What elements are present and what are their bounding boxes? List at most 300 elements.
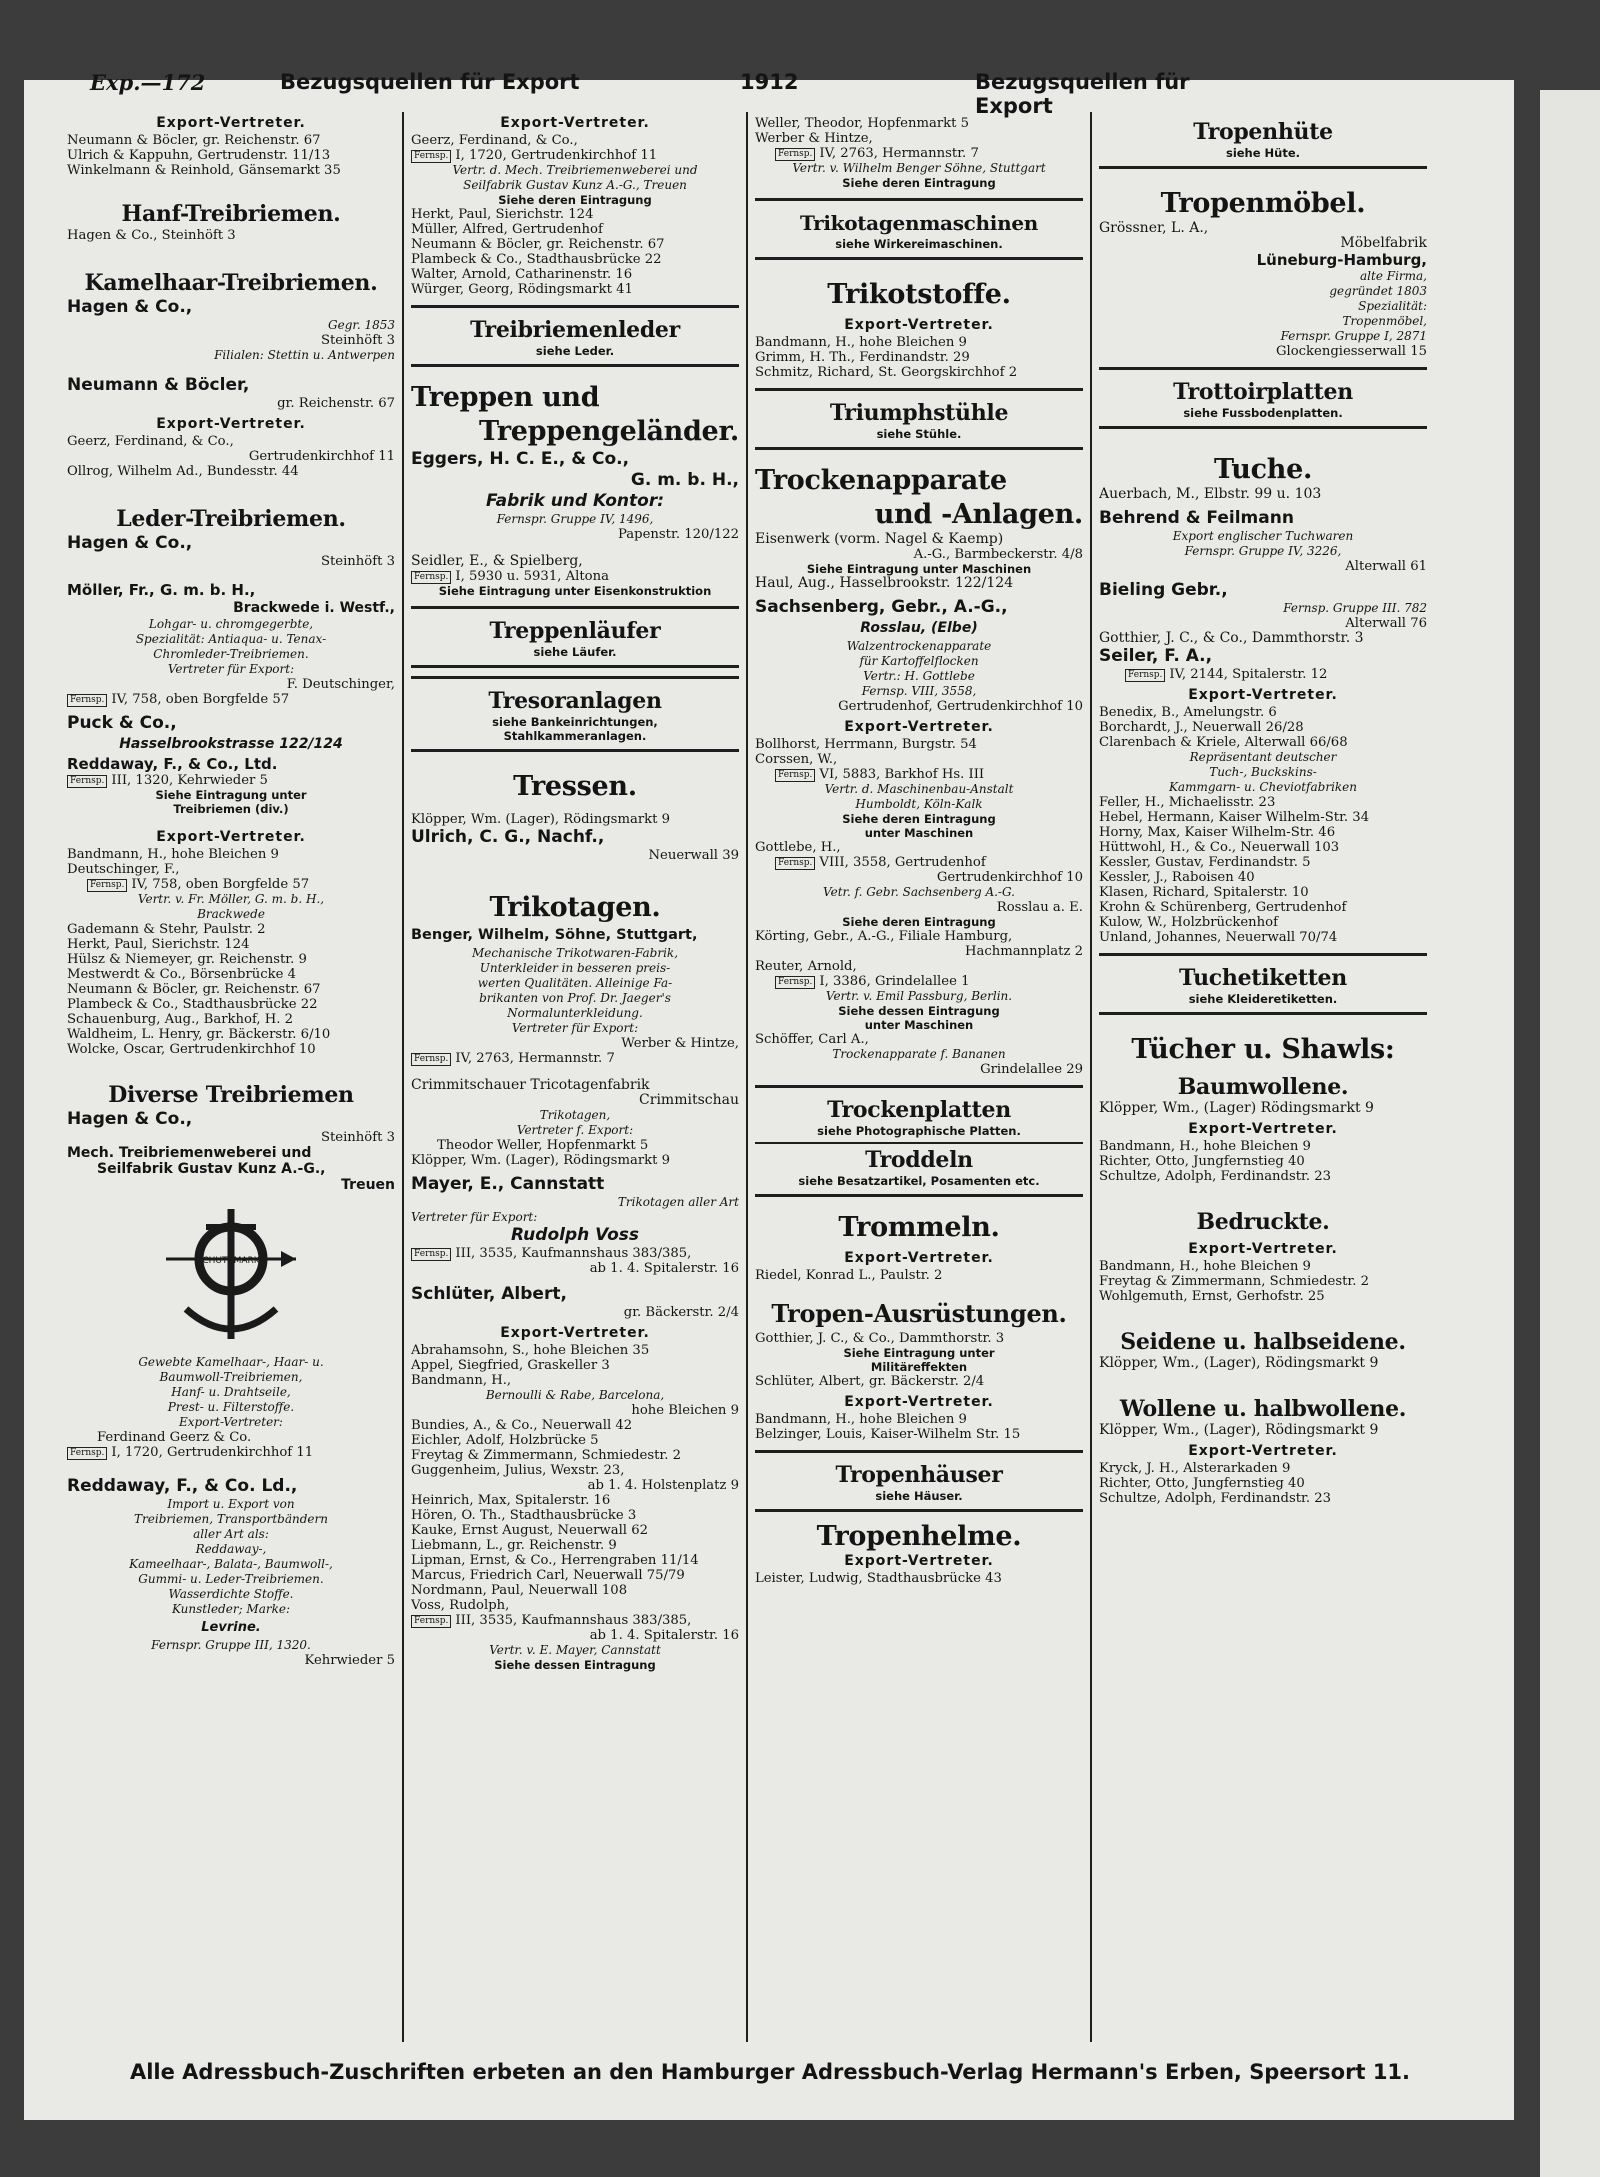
header-year: 1912 [740,70,799,94]
list-item: Horny, Max, Kaiser Wilhelm-Str. 46 [1099,825,1336,840]
list-item: Winkelmann & Reinhold, Gänsemarkt 35 [67,163,341,178]
list-item: Ulrich & Kappuhn, Gertrudenstr. 11/13 [67,148,331,163]
note: Gewebte Kamelhaar-, Haar- u. [138,1355,324,1369]
list-item: Neumann & Böcler, gr. Reichenstr. 67 [411,237,665,252]
see-also: siehe Bankeinrichtungen, [492,715,658,729]
category-heading: Trikotstoffe. [827,279,1011,310]
adjacent-page-edge [1540,90,1600,2177]
list-item: Haul, Aug., Hasselbrookstr. 122/124 [755,576,1014,591]
list-item: Gotthier, J. C., & Co., Dammthorstr. 3 [1099,631,1364,646]
phone: I, 3386, Grindelallee 1 [819,974,970,989]
section-subheading: Export-Vertreter. [1188,1241,1338,1257]
note: Baumwoll-Treibriemen, [159,1370,303,1384]
list-item: Crimmitschauer Tricotagenfabrik [411,1078,650,1093]
see-also: Siehe deren Eintragung [842,812,996,826]
list-item: Nordmann, Paul, Neuerwall 108 [411,1583,628,1598]
note: Levrine. [201,1620,261,1635]
list-item: Reuter, Arnold, [755,959,857,974]
address: Gertrudenhof, Gertrudenkirchhof 10 [838,699,1083,714]
see-also: Siehe Eintragung unter Eisenkonstruktion [438,584,712,598]
list-item: Kulow, W., Holzbrückenhof [1099,915,1278,930]
list-item: Bandmann, H., hohe Bleichen 9 [67,847,279,862]
see-box [411,676,739,752]
note: Fabrik und Kontor: [485,491,665,511]
see-also: siehe Hüte. [1225,146,1301,160]
list-item: Geerz, Ferdinand, & Co., [67,434,234,449]
see-also: siehe Läufer. [533,645,617,659]
list-item: Kauke, Ernst August, Neuerwall 62 [411,1523,648,1538]
note: Vertreter für Export: [411,1210,538,1224]
list-item: Gotthier, J. C., & Co., Dammthorstr. 3 [755,1331,1005,1346]
note: Repräsentant deutscher [1189,750,1337,764]
phone: IV, 758, oben Borgfelde 57 [111,692,290,707]
anchor-logo [161,1199,301,1349]
fernsprecher-icon: Fernsp. [411,150,451,163]
list-item: Voss, Rudolph, [411,1598,510,1613]
see-also: Siehe Eintragung unter Maschinen [806,562,1032,576]
category-heading: Tuchetiketten [1179,965,1347,991]
note: Export englischer Tuchwaren [1172,529,1354,543]
note: Rosslau, (Elbe) [860,620,978,636]
list-item: Hüttwohl, H., & Co., Neuerwall 103 [1099,840,1340,855]
list-item: Geerz, Ferdinand, & Co., [411,133,578,148]
address: Steinhöft 3 [320,333,395,348]
list-item: Kryck, J. H., Alsterarkaden 9 [1099,1461,1291,1476]
note: Kunstleder; Marke: [171,1602,291,1616]
page-header [60,70,1260,118]
list-item: Gottlebe, H., [755,840,841,855]
list-item: Schultze, Adolph, Ferdinandstr. 23 [1099,1169,1332,1184]
category-heading: Tressen. [513,771,637,802]
list-item: Krohn & Schürenberg, Gertrudenhof [1099,900,1347,915]
note: Trockenapparate f. Bananen [832,1047,1006,1061]
phone: III, 1320, Kehrwieder 5 [111,773,268,788]
category-heading: Tuche. [1213,454,1313,485]
list-item: Bandmann, H., [411,1373,512,1388]
company-name: Seilfabrik Gustav Kunz A.-G., [97,1161,326,1177]
note: Vertreter für Export: [167,662,295,676]
category-heading: Tropen-Ausrüstungen. [771,1299,1067,1328]
category-heading: Tropenmöbel. [1160,188,1366,219]
note: Import u. Export von [167,1497,295,1511]
note: werten Qualitäten. Alleinige Fa- [477,976,673,990]
section-subheading: Export-Vertreter. [844,317,994,333]
company-name: Puck & Co., [67,713,177,733]
address: A.-G., Barmbeckerstr. 4/8 [913,547,1083,562]
see-also: Siehe dessen Eintragung [838,1004,1000,1018]
category-heading: Tropenhüte [1193,119,1333,145]
address: Steinhöft 3 [320,1130,395,1145]
list-item: Klöpper, Wm., (Lager) Rödingsmarkt 9 [1099,1101,1374,1116]
list-item: Seidler, E., & Spielberg, [411,554,583,569]
category-subheading: Seidene u. halbseidene. [1120,1329,1406,1355]
company-name: Neumann & Böcler, [67,375,250,395]
list-item: Herkt, Paul, Sierichstr. 124 [411,207,594,222]
list-item: Ferdinand Geerz & Co. [97,1430,252,1445]
phone: III, 3535, Kaufmannshaus 383/385, [455,1246,692,1261]
fernsprecher-icon: Fernsp. [87,879,127,892]
fernsprecher-icon: Fernsp. [67,775,107,788]
see-also: siehe Fussbodenplatten. [1183,406,1343,420]
see-also: Siehe deren Eintragung [842,176,996,190]
list-item: Plambeck & Co., Stadthausbrücke 22 [411,252,662,267]
list-item: Körting, Gebr., A.-G., Filiale Hamburg, [755,929,1013,944]
list-item: Waldheim, L. Henry, gr. Bäckerstr. 6/10 [67,1027,331,1042]
note: Wasserdichte Stoffe. [168,1587,294,1601]
list-item: Werber & Hintze, [621,1036,739,1051]
company-name: Mayer, E., Cannstatt [411,1174,605,1194]
column-4 [1090,112,1434,2042]
company-name: Bieling Gebr., [1099,580,1228,600]
note: Vertr. v. E. Mayer, Cannstatt [489,1643,661,1657]
category-heading: Kamelhaar-Treibriemen. [84,270,378,296]
list-item: Bandmann, H., hohe Bleichen 9 [1099,1139,1311,1154]
address: hohe Bleichen 9 [631,1403,739,1418]
list-item: Hülsz & Niemeyer, gr. Reichenstr. 9 [67,952,307,967]
see-also: unter Maschinen [864,1018,974,1032]
list-item: Liebmann, L., gr. Reichenstr. 9 [411,1538,617,1553]
category-subheading: Baumwollene. [1177,1074,1349,1100]
note: Walzentrockenapparate [846,639,992,653]
note: Export-Vertreter: [179,1415,283,1429]
category-heading: Tücher u. Shawls: [1131,1034,1395,1065]
list-item: Theodor Weller, Hopfenmarkt 5 [437,1138,649,1153]
list-item: Neumann & Böcler, gr. Reichenstr. 67 [67,133,321,148]
list-item: Herkt, Paul, Sierichstr. 124 [67,937,250,952]
address: Alterwall 76 [1345,616,1427,631]
list-item: Schlüter, Albert, gr. Bäckerstr. 2/4 [755,1374,985,1389]
see-also: siehe Häuser. [875,1489,963,1503]
see-box [411,606,739,668]
list-item: Grimm, H. Th., Ferdinandstr. 29 [755,350,970,365]
phone: III, 3535, Kaufmannshaus 383/385, [455,1613,692,1628]
category-heading: Tresoranlagen [488,688,662,714]
section-subheading: Export-Vertreter. [156,829,306,845]
phone: Fernspr. Gruppe I, 2871 [1280,329,1427,343]
header-title-left: Bezugsquellen für Export [280,70,580,94]
note: Kammgarn- u. Cheviotfabriken [1168,780,1358,794]
company-name: Hagen & Co., [67,1109,193,1129]
note: brikanten von Prof. Dr. Jaeger's [479,991,671,1005]
see-box [411,305,739,367]
company-name: Seiler, F. A., [1099,646,1213,666]
company-name: Hagen & Co., [67,533,193,553]
note: Chromleder-Treibriemen. [153,647,309,661]
list-item: Bandmann, H., hohe Bleichen 9 [755,335,967,350]
address: Papenstr. 120/122 [618,527,739,542]
list-item: Grössner, L. A., [1099,221,1209,236]
list-item: Unland, Johannes, Neuerwall 70/74 [1099,930,1338,945]
see-also: Siehe Eintragung unter [843,1346,995,1360]
note: Unterkleider in besseren preis- [479,961,671,975]
logo-lettering: SCHUTZMARKE [196,1256,266,1266]
list-item: Würger, Georg, Rödingsmarkt 41 [411,282,633,297]
address: Treuen [341,1177,395,1193]
column-2 [402,112,746,2042]
company-name: Schlüter, Albert, [411,1284,567,1304]
note: Filialen: Stettin u. Antwerpen [214,348,395,362]
see-box [1099,367,1427,429]
category-heading: und -Anlagen. [874,499,1083,530]
list-item: Appel, Siegfried, Graskeller 3 [411,1358,610,1373]
address: Rosslau a. E. [996,900,1083,915]
category-heading: Treibriemenleder [470,317,680,343]
address: gr. Bäckerstr. 2/4 [623,1305,739,1320]
address: Kehrwieder 5 [304,1653,395,1668]
list-item: Neumann & Böcler, gr. Reichenstr. 67 [67,982,321,997]
note: Vertr. v. Fr. Möller, G. m. b. H., [137,892,325,906]
note: Reddaway-, [195,1542,267,1556]
company-name: Benger, Wilhelm, Söhne, Stuttgart, [411,927,698,943]
note: Prest- u. Filterstoffe. [167,1400,295,1414]
list-item: Walter, Arnold, Catharinenstr. 16 [411,267,633,282]
company-name: Eggers, H. C. E., & Co., [411,449,630,469]
note: Treibriemen, Transportbändern [134,1512,328,1526]
fernsprecher-icon: Fernsp. [775,769,815,782]
company-name: Behrend & Feilmann [1099,508,1294,528]
note: Vertr.: H. Gottlebe [863,669,975,683]
list-item: Hören, O. Th., Stadthausbrücke 3 [411,1508,637,1523]
header-title-right: Bezugsquellen für Export [975,70,1190,118]
address: Brackwede i. Westf., [233,600,395,616]
column-1 [60,112,402,2042]
column-3 [746,112,1090,2042]
see-also: siehe Kleideretiketten. [1188,992,1338,1006]
section-subheading: Export-Vertreter. [844,719,994,735]
list-item: Müller, Alfred, Gertrudenhof [411,222,603,237]
note: Rudolph Voss [511,1225,639,1245]
note: Vertr. d. Maschinenbau-Anstalt [824,782,1014,796]
company-name: Mech. Treibriemenweberei und [67,1145,312,1161]
phone: IV, 758, oben Borgfelde 57 [131,877,310,892]
note: Normalunterkleidung. [507,1006,643,1020]
category-heading: Trikotagenmaschinen [799,211,1038,235]
address: Hachmannplatz 2 [965,944,1083,959]
category-heading: Treppen und [411,382,600,413]
list-item: Klöpper, Wm., (Lager), Rödingsmarkt 9 [1099,1356,1379,1371]
category-heading: Trottoirplatten [1173,379,1353,405]
address: Grindelallee 29 [980,1062,1083,1077]
see-also: siehe Besatzartikel, Posamenten etc. [798,1174,1040,1188]
list-item: Riedel, Konrad L., Paulstr. 2 [755,1268,943,1283]
list-item: Bandmann, H., hohe Bleichen 9 [755,1412,967,1427]
section-subheading: Export-Vertreter. [844,1250,994,1266]
category-heading: Tropenhäuser [835,1462,1003,1488]
phone: Fernspr. Gruppe IV, 3226, [1184,544,1342,558]
address: Lüneburg-Hamburg, [1256,251,1427,269]
list-item: Benedix, B., Amelungstr. 6 [1099,705,1277,720]
phone: I, 5930 u. 5931, Altona [455,569,609,584]
note: Spezialität: Antiaqua- u. Tenax- [135,632,327,646]
address: Alterwall 61 [1345,559,1427,574]
address: gr. Reichenstr. 67 [277,396,395,411]
company-name: Möller, Fr., G. m. b. H., [67,581,256,599]
list-item: Borchardt, J., Neuerwall 26/28 [1099,720,1304,735]
list-item: Clarenbach & Kriele, Alterwall 66/68 [1099,735,1348,750]
list-item: Klöpper, Wm., (Lager), Rödingsmarkt 9 [1099,1423,1379,1438]
list-item: Kessler, J., Raboisen 40 [1099,870,1255,885]
list-item: Freytag & Zimmermann, Schmiedestr. 2 [1099,1274,1370,1289]
list-item: Ollrog, Wilhelm Ad., Bundesstr. 44 [67,464,299,479]
see-also: Siehe dessen Eintragung [494,1658,656,1672]
phone: VIII, 3558, Gertrudenhof [819,855,986,870]
note: Bernoulli & Rabe, Barcelona, [485,1388,665,1402]
see-also: Siehe deren Eintragung [842,915,996,929]
note: Brackwede [197,907,265,921]
fernsprecher-icon: Fernsp. [775,857,815,870]
category-subheading: Wollene u. halbwollene. [1119,1396,1407,1422]
section-subheading: Export-Vertreter. [156,416,306,432]
list-item: Plambeck & Co., Stadthausbrücke 22 [67,997,318,1012]
note: Vertr. v. Wilhelm Benger Söhne, Stuttgart [792,161,1046,175]
fernsprecher-icon: Fernsp. [775,976,815,989]
list-item: Hebel, Hermann, Kaiser Wilhelm-Str. 34 [1099,810,1370,825]
list-item: Werber & Hintze, [755,131,873,146]
list-item: Deutschinger, F., [67,862,180,877]
phone: Fernspr. Gruppe IV, 1496, [496,512,654,526]
note: gegründet 1803 [1329,284,1427,298]
list-item: Weller, Theodor, Hopfenmarkt 5 [755,116,970,131]
list-item: Auerbach, M., Elbstr. 99 u. 103 [1099,487,1322,502]
address: ab 1. 4. Holstenplatz 9 [587,1478,739,1493]
category-heading: Treppenläufer [489,618,661,644]
fernsprecher-icon: Fernsp. [411,571,451,584]
company-name: Hagen & Co., [67,297,193,317]
list-item: Schauenburg, Aug., Barkhof, H. 2 [67,1012,294,1027]
list-item: Guggenheim, Julius, Wexstr. 23, [411,1463,625,1478]
category-heading: Troddeln [755,1142,1083,1174]
list-item: Eichler, Adolf, Holzbrücke 5 [411,1433,599,1448]
note: Kameelhaar-, Balata-, Baumwoll-, [129,1557,333,1571]
note: Trikotagen, [539,1108,611,1122]
note: Humboldt, Köln-Kalk [855,797,983,811]
list-item: Schmitz, Richard, St. Georgskirchhof 2 [755,365,1018,380]
columns [60,112,1434,2042]
list-item: Lipman, Ernst, & Co., Herrengraben 11/14 [411,1553,699,1568]
category-subheading: Bedruckte. [1196,1209,1330,1235]
phone: I, 1720, Gertrudenkirchhof 11 [455,148,658,163]
see-box [1099,953,1427,1015]
fernsprecher-icon: Fernsp. [411,1053,451,1066]
section-subheading: Export-Vertreter. [1188,687,1338,703]
category-heading: Triumphstühle [829,400,1009,426]
note: Tuch-, Buckskins- [1209,765,1317,779]
section-subheading: Export-Vertreter. [156,115,306,131]
list-item: Richter, Otto, Jungfernstieg 40 [1099,1476,1305,1491]
see-box [1099,112,1427,169]
section-subheading: Export-Vertreter. [500,115,650,131]
see-also: siehe Leder. [535,344,615,358]
list-item: Richter, Otto, Jungfernstieg 40 [1099,1154,1305,1169]
list-item: Schöffer, Carl A., [755,1032,869,1047]
section-subheading: Export-Vertreter. [1188,1121,1338,1137]
see-also: Treibriemen (div.) [173,802,289,816]
page-footer: Alle Adressbuch-Zuschriften erbeten an den Hamburger Adressbuch-Verlag Hermann's Erben, Speersort 11. [129,2060,1411,2084]
fernsprecher-icon: Fernsp. [775,148,815,161]
section-subheading: Export-Vertreter. [844,1553,994,1569]
phone: Fernsp. VIII, 3558, [861,684,977,698]
list-item: Corssen, W., [755,752,838,767]
list-item: Möbelfabrik [1340,235,1427,251]
note: für Kartoffelflocken [859,654,979,668]
list-item: Gademann & Stehr, Paulstr. 2 [67,922,266,937]
category-heading: Trockenapparate [755,465,1007,496]
category-heading: Trikotagen. [489,892,661,923]
category-heading: Hanf-Treibriemen. [121,201,341,227]
list-item: Kessler, Gustav, Ferdinandstr. 5 [1099,855,1311,870]
note: Gummi- u. Leder-Treibriemen. [138,1572,324,1586]
list-item: Leister, Ludwig, Stadthausbrücke 43 [755,1571,1002,1586]
note: Gegr. 1853 [328,318,395,332]
section-subheading: Export-Vertreter. [844,1394,994,1410]
company-name: G. m. b. H., [630,470,739,490]
phone: IV, 2763, Hermannstr. 7 [455,1051,615,1066]
see-also: Siehe deren Eintragung [498,193,652,207]
list-item: Klöpper, Wm. (Lager), Rödingsmarkt 9 [411,812,670,827]
company-name: Ulrich, C. G., Nachf., [411,827,605,847]
list-item: Bundies, A., & Co., Neuerwall 42 [411,1418,633,1433]
list-item: Klasen, Richard, Spitalerstr. 10 [1099,885,1309,900]
address: Crimmitschau [639,1092,739,1108]
company-name: Reddaway, F., & Co. Ld., [67,1476,298,1496]
see-also: unter Maschinen [864,826,974,840]
list-item: Eisenwerk (vorm. Nagel & Kaemp) [755,532,1004,547]
list-item: Wolcke, Oscar, Gertrudenkirchhof 10 [67,1042,316,1057]
list-item: Heinrich, Max, Spitalerstr. 16 [411,1493,611,1508]
see-box [755,388,1083,450]
company-name: Reddaway, F., & Co., Ltd. [67,755,278,773]
phone: IV, 2763, Hermannstr. 7 [819,146,979,161]
see-box [755,198,1083,260]
address: ab 1. 4. Spitalerstr. 16 [589,1628,739,1643]
note: Spezialität: [1358,299,1427,313]
category-heading: Trommeln. [838,1212,1000,1243]
category-heading: Leder-Treibriemen. [116,506,346,532]
note: Vertr. d. Mech. Treibriemenweberei und [452,163,698,177]
phone: I, 1720, Gertrudenkirchhof 11 [111,1445,314,1460]
list-item: Feller, H., Michaelisstr. 23 [1099,795,1276,810]
see-box [755,1085,1083,1197]
list-item: F. Deutschinger, [286,677,395,692]
category-heading: Diverse Treibriemen [108,1082,354,1108]
see-also: siehe Photographische Platten. [817,1124,1021,1138]
note: Hanf- u. Drahtseile, [171,1385,291,1399]
section-subheading: Export-Vertreter. [1188,1443,1338,1459]
note: Vertr. v. Emil Passburg, Berlin. [825,989,1013,1003]
address: Neuerwall 39 [648,848,739,863]
see-also: Siehe Eintragung unter [155,788,307,802]
list-item: Schultze, Adolph, Ferdinandstr. 23 [1099,1491,1332,1506]
list-item: Mestwerdt & Co., Börsenbrücke 4 [67,967,297,982]
address: Hasselbrookstrasse 122/124 [119,736,343,752]
list-item: Belzinger, Louis, Kaiser-Wilhelm Str. 15 [755,1427,1021,1442]
list-item: Hagen & Co., Steinhöft 3 [67,228,236,243]
list-item: Bandmann, H., hohe Bleichen 9 [1099,1259,1311,1274]
see-also: siehe Stühle. [876,427,962,441]
category-heading: Tropenhelme. [816,1521,1022,1552]
note: Mechanische Trikotwaren-Fabrik, [471,946,679,960]
category-heading: Treppengeländer. [479,416,739,447]
address: Gertrudenkirchhof 11 [248,449,395,464]
phone: VI, 5883, Barkhof Hs. III [819,767,985,782]
fernsprecher-icon: Fernsp. [411,1615,451,1628]
list-item: Marcus, Friedrich Carl, Neuerwall 75/79 [411,1568,685,1583]
note: Tropenmöbel, [1342,314,1427,328]
page-number: Exp.—172 [90,70,206,95]
company-name: Sachsenberg, Gebr., A.-G., [755,597,1008,617]
list-item: Wohlgemuth, Ernst, Gerhofstr. 25 [1099,1289,1325,1304]
list-item: Bollhorst, Herrmann, Burgstr. 54 [755,737,977,752]
